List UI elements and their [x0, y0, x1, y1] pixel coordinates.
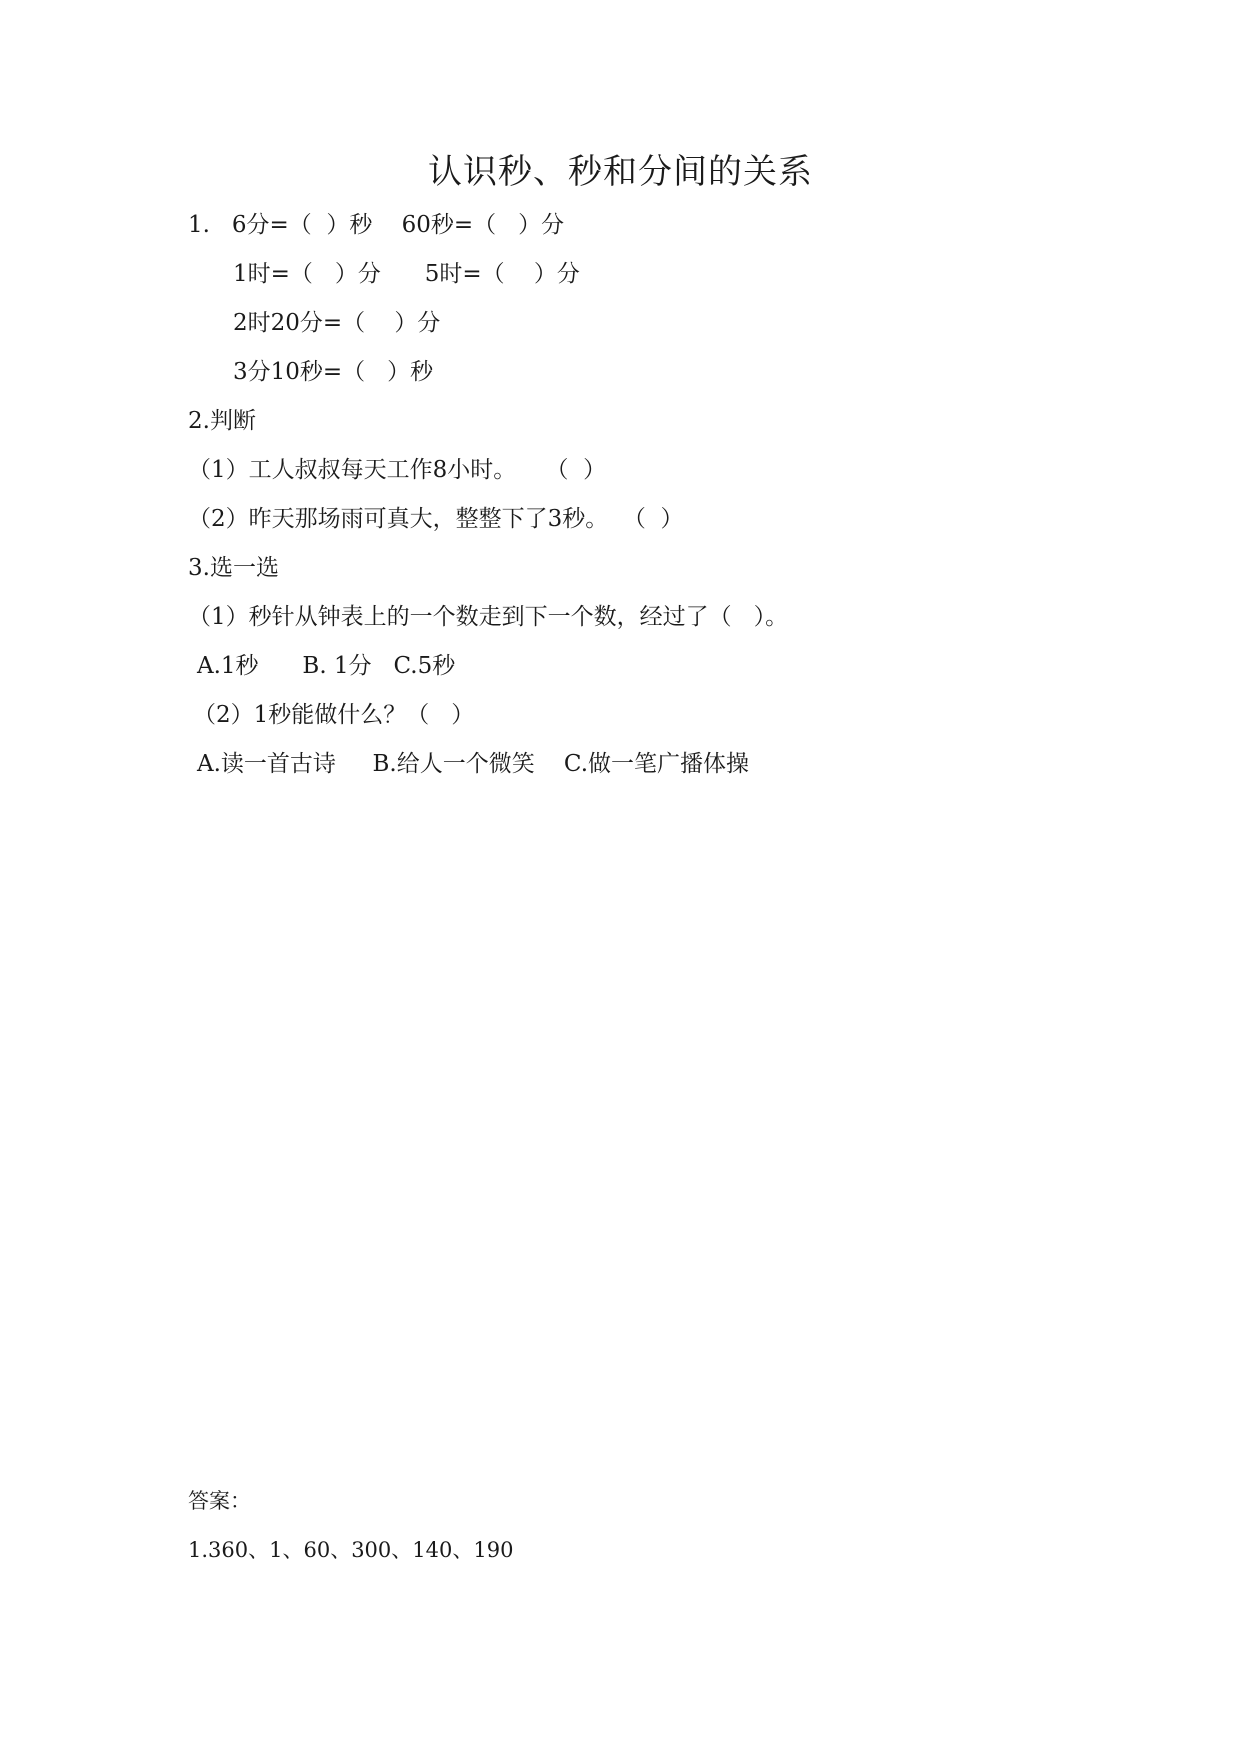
question-2-item-1: （1）工人叔叔每天工作8小时。 （ ）: [188, 457, 607, 483]
question-2-heading: 2.判断: [188, 408, 256, 434]
page-title: 认识秒、秒和分间的关系: [428, 152, 813, 192]
question-3-heading: 3.选一选: [188, 555, 279, 581]
question-1-line-4: 3分10秒=（ ）秒: [233, 359, 434, 385]
question-1-line-2: 1时=（ ）分 5时=（ ）分: [233, 261, 580, 287]
question-3-item-1-options: A.1秒 B. 1分 C.5秒: [197, 653, 456, 679]
question-3-item-2: （2）1秒能做什么？（ ）: [193, 702, 475, 728]
question-1-line-3: 2时20分=（ ）分: [233, 310, 441, 336]
answers-heading: 答案：: [188, 1489, 251, 1513]
question-3-item-2-options: A.读一首古诗 B.给人一个微笑 C.做一笔广播体操: [197, 751, 750, 777]
answers-line-1: 1.360、1、60、300、140、190: [188, 1538, 514, 1562]
question-2-item-2: （2）昨天那场雨可真大，整整下了3秒。 （ ）: [188, 506, 684, 532]
question-1-line-1: 1. 6分=（ ）秒 60秒=（ ）分: [188, 212, 565, 238]
question-3-item-1: （1）秒针从钟表上的一个数走到下一个数，经过了（ ）。: [188, 604, 789, 630]
